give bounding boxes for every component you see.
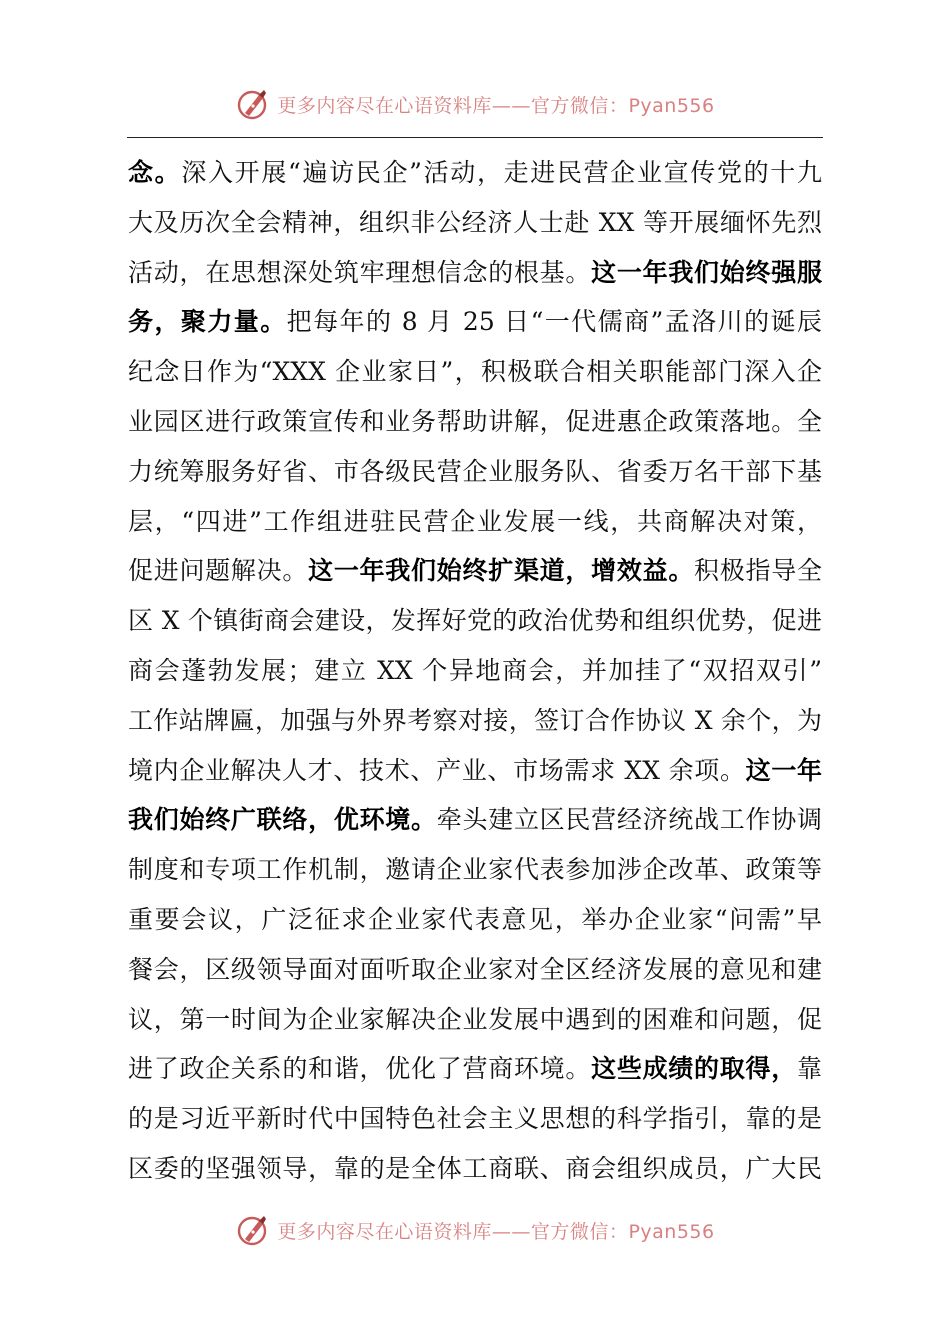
text-line <box>128 596 822 646</box>
text-run: 深入开展“遍访民企”活动，走进民营企业宣传党的十九 <box>181 158 822 187</box>
text-line <box>128 795 822 845</box>
bold-heading-run: 我们始终广联络，优环境。 <box>128 805 437 835</box>
text-line <box>128 546 822 596</box>
text-line <box>128 297 822 347</box>
watermark-text <box>277 1217 714 1244</box>
text-line <box>128 447 822 497</box>
pen-nib-logo-icon <box>235 1212 271 1248</box>
footer-watermark <box>0 1208 950 1252</box>
text-line <box>128 945 822 995</box>
text-line <box>128 845 822 895</box>
bold-heading-run: 这些成绩的取得， <box>591 1054 797 1084</box>
text-run: 餐会，区级领导面对面听取企业家对全区经济发展的意见和建 <box>128 954 822 984</box>
text-line <box>128 646 822 696</box>
watermark-handle: Pyan556 <box>628 1220 715 1243</box>
pen-nib-logo-icon <box>235 86 271 122</box>
text-run: 力统筹服务好省、市各级民营企业服务队、省委万名干部下基 <box>128 456 822 486</box>
text-run: 层，“四进”工作组进驻民营企业发展一线，共商解决对策， <box>128 506 822 536</box>
text-line <box>128 248 822 298</box>
text-line <box>128 148 822 198</box>
text-run: 的是习近平新时代中国特色社会主义思想的科学指引，靠的是 <box>128 1104 822 1134</box>
bold-heading-run: 念。 <box>128 158 182 187</box>
header-watermark <box>0 82 950 126</box>
text-run: 把每年的 8 月 25 日“一代儒商”孟洛川的诞辰 <box>286 307 822 337</box>
text-line <box>128 347 822 397</box>
text-run: 大及历次全会精神，组织非公经济人士赴 XX 等开展缅怀先烈 <box>128 207 822 237</box>
watermark-label: 官方微信： <box>530 1220 629 1243</box>
header-divider <box>127 137 823 138</box>
text-run: 进了政企关系的和谐，优化了营商环境。 <box>128 1054 592 1084</box>
text-run: 商会蓬勃发展；建立 XX 个异地商会，并加挂了“双招双引” <box>128 655 822 685</box>
bold-heading-run: 这一年 <box>745 755 822 785</box>
text-line <box>128 895 822 945</box>
text-run: 促进问题解决。 <box>128 556 309 586</box>
bold-heading-run: 这一年我们始终强服 <box>591 257 822 287</box>
text-run: 区委的坚强领导，靠的是全体工商联、商会组织成员，广大民 <box>128 1153 822 1183</box>
bold-heading-run: 这一年我们始终扩渠道，增效益。 <box>308 556 695 586</box>
text-line <box>128 746 822 796</box>
watermark-site: 更多内容尽在心语资料库 <box>277 94 492 117</box>
text-line <box>128 1044 822 1094</box>
watermark-handle: Pyan556 <box>628 94 715 117</box>
watermark-site: 更多内容尽在心语资料库 <box>277 1220 492 1243</box>
text-run: 活动，在思想深处筑牢理想信念的根基。 <box>128 257 592 287</box>
text-run: 工作站牌匾，加强与外界考察对接，签订合作协议 X 余个，为 <box>128 705 822 735</box>
text-line <box>128 1144 822 1194</box>
watermark-dash: —— <box>491 94 531 117</box>
text-line <box>128 1094 822 1144</box>
text-run: 境内企业解决人才、技术、产业、市场需求 XX 余项。 <box>128 755 746 785</box>
text-line <box>128 497 822 547</box>
text-line <box>128 397 822 447</box>
watermark-dash: —— <box>491 1220 531 1243</box>
text-run: 积极指导全 <box>694 556 822 586</box>
text-run: 牵头建立区民营经济统战工作协调 <box>436 805 822 835</box>
text-run: 重要会议，广泛征求企业家代表意见，举办企业家“问需”早 <box>128 904 822 934</box>
text-run: 靠 <box>796 1054 822 1084</box>
text-run: 区 X 个镇街商会建设，发挥好党的政治优势和组织优势，促进 <box>128 606 822 636</box>
text-line <box>128 198 822 248</box>
text-line <box>128 696 822 746</box>
text-run: 纪念日作为“XXX 企业家日”，积极联合相关职能部门深入企 <box>128 357 822 387</box>
watermark-text <box>277 91 714 118</box>
watermark-label: 官方微信： <box>530 94 629 117</box>
bold-heading-run: 务，聚力量。 <box>128 307 287 337</box>
text-run: 业园区进行政策宣传和业务帮助讲解，促进惠企政策落地。全 <box>128 406 822 436</box>
text-run: 议，第一时间为企业家解决企业发展中遇到的困难和问题，促 <box>128 1004 822 1034</box>
text-line <box>128 995 822 1045</box>
text-run: 制度和专项工作机制，邀请企业家代表参加涉企改革、政策等 <box>128 855 822 885</box>
body-text <box>128 148 822 1194</box>
